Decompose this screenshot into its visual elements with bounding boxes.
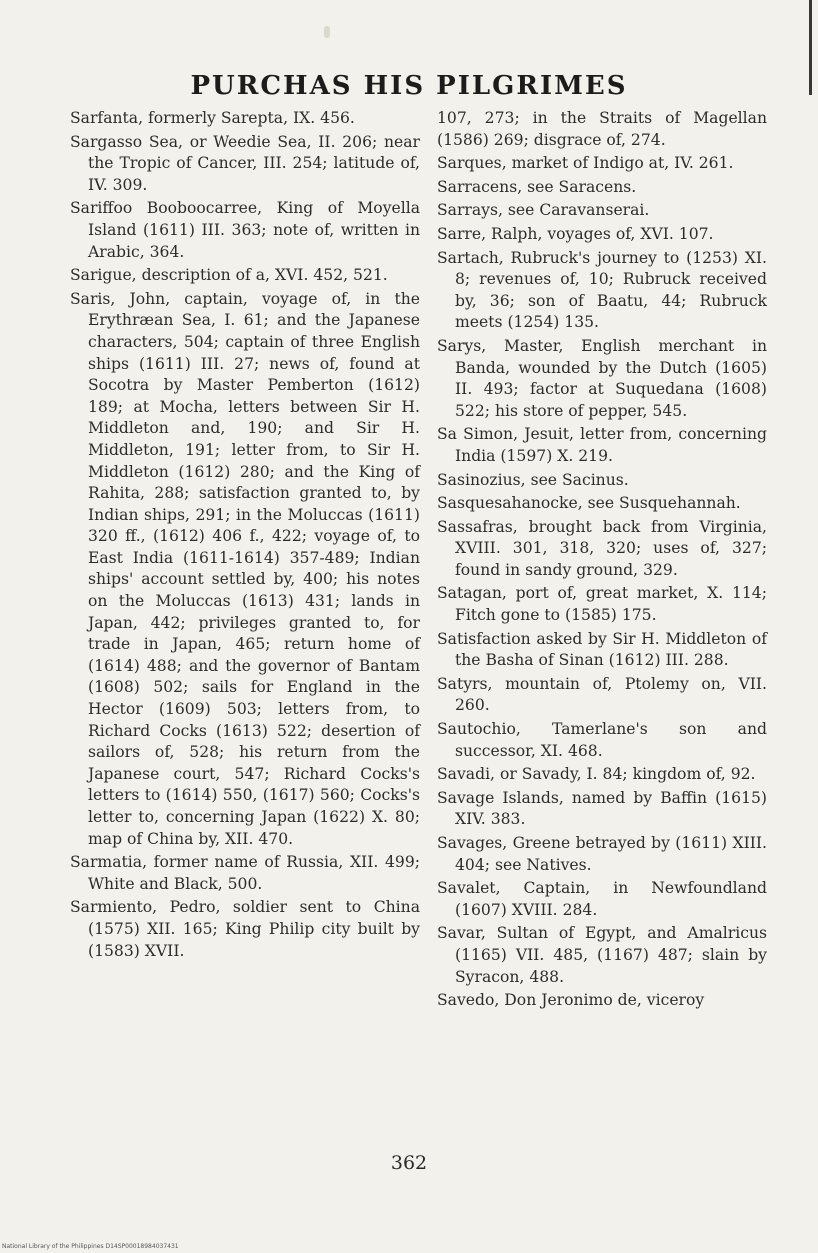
index-entry: Sarfanta, formerly Sarepta, IX. 456. [70, 109, 355, 127]
library-stamp: National Library of the Philippines D14SP00018984037431 [2, 1243, 179, 1250]
index-entry: Savar, Sultan of Egypt, and Amalricus (1165) VII. 485, (1167) 487; slain by Syracon, 488. [437, 924, 767, 986]
index-entry: Sariffoo Booboocarree, King of Moyella Island (1611) III. 363; note of, written in Arabic, 364. [70, 199, 420, 261]
index-entry: Savages, Greene betrayed by (1611) XIII. 404; see Natives. [437, 834, 767, 874]
index-entry: Sarrays, see Caravanserai. [437, 201, 650, 220]
index-entry: Satyrs, mountain of, Ptolemy on, VII. 260. [437, 674, 767, 715]
scan-blemish [324, 26, 330, 38]
page-number: 362 [390, 1152, 428, 1174]
index-entry: Sassafras, brought back from Virginia, XVIII. 301, 318, 320; uses of, 327; found in sandy ground, 329. [437, 517, 767, 579]
index-entry: Savadi, or Savady, I. 84; kingdom of, 92. [437, 765, 756, 784]
index-entry: Savalet, Captain, in Newfoundland (1607) XVIII. 284. [437, 879, 767, 919]
index-entry: Satisfaction asked by Sir H. Middleton of the Basha of Sinan (1612) III. 288. [437, 629, 767, 670]
index-entry: Savage Islands, named by Baffin (1615) XIV. 383. [437, 788, 767, 829]
index-entry: Sarys, Master, English merchant in Banda, wounded by the Dutch (1605) II. 493; factor at Suquedana (1608) 522; his store of pepper, 545. [437, 336, 767, 420]
index-entry: Savedo, Don Jeronimo de, viceroy [437, 991, 705, 1010]
index-entry: Sautochio, Tamerlane's son and successor, XI. 468. [437, 720, 767, 760]
index-entry: Sarre, Ralph, voyages of, XVI. 107. [437, 224, 714, 243]
index-entry: Sartach, Rubruck's journey to (1253) XI. 8; revenues of, 10; Rubruck received by, 36; son of Baatu, 44; Rubruck meets (1254) 135. [437, 248, 767, 332]
index-entry: Sarques, market of Indigo at, IV. 261. [437, 154, 734, 173]
index-entry: Saris, John, captain, voyage of, in the Erythræan Sea, I. 61; and the Japanese characters, 504; captain of three English ships (1611) III. 27; news of, found at Socotra by Master Pemberton (1612) 189; at Mocha, letters between Sir H. Middleton and, 190; and Sir H. Middleton, 191; letter from, to Sir H. Middleton (1612) 280; and the King of Rahita, 288; satisfaction granted to, by Indian ships, 291; in the Moluccas (1611) 320 ff., (1612) 406 f., 422; voyage of, to East India (1611-1614) 357-489; Indian ships' account settled by, 400; his notes on the Moluccas (1613) 431; lands in Japan, 442; privileges granted to, for trade in Japan, 465; return home of (1614) 488; and the governor of Bantam (1608) 502; sails for England in the Hector (1609) 503; letters from, to Richard Cocks (1613) 522; desertion of sailors of, 528; his return from the Japanese court, 547; Richard Cocks's letters to (1614) 550, (1617) 560; Cocks's letter to, concerning Japan (1622) X. 80; map of China by, XII. 470. [70, 289, 420, 848]
index-entry: Sarigue, description of a, XVI. 452, 521. [70, 266, 388, 285]
index-entry: Sasquesahanocke, see Susquehannah. [437, 494, 741, 513]
index-entry: Sarmatia, former name of Russia, XII. 499; White and Black, 500. [70, 853, 420, 893]
index-entry: Sarmiento, Pedro, soldier sent to China (1575) XII. 165; King Philip city built by (1583) XVII. [70, 898, 420, 960]
index-entry: Sa Simon, Jesuit, letter from, concerning India (1597) X. 219. [437, 425, 767, 465]
page-title: PURCHAS HIS PILGRIMES [190, 71, 628, 102]
index-entry: Sasinozius, see Sacinus. [437, 470, 629, 489]
index-entry: Sargasso Sea, or Weedie Sea, II. 206; near the Tropic of Cancer, III. 254; latitude of, IV. 309. [70, 132, 420, 194]
index-entry: Sarracens, see Saracens. [437, 177, 637, 196]
index-column-left [70, 108, 420, 964]
index-column-right [437, 108, 767, 1014]
index-entry: 107, 273; in the Straits of Magellan (1586) 269; disgrace of, 274. [437, 109, 767, 149]
index-entry: Satagan, port of, great market, X. 114; Fitch gone to (1585) 175. [437, 584, 767, 625]
